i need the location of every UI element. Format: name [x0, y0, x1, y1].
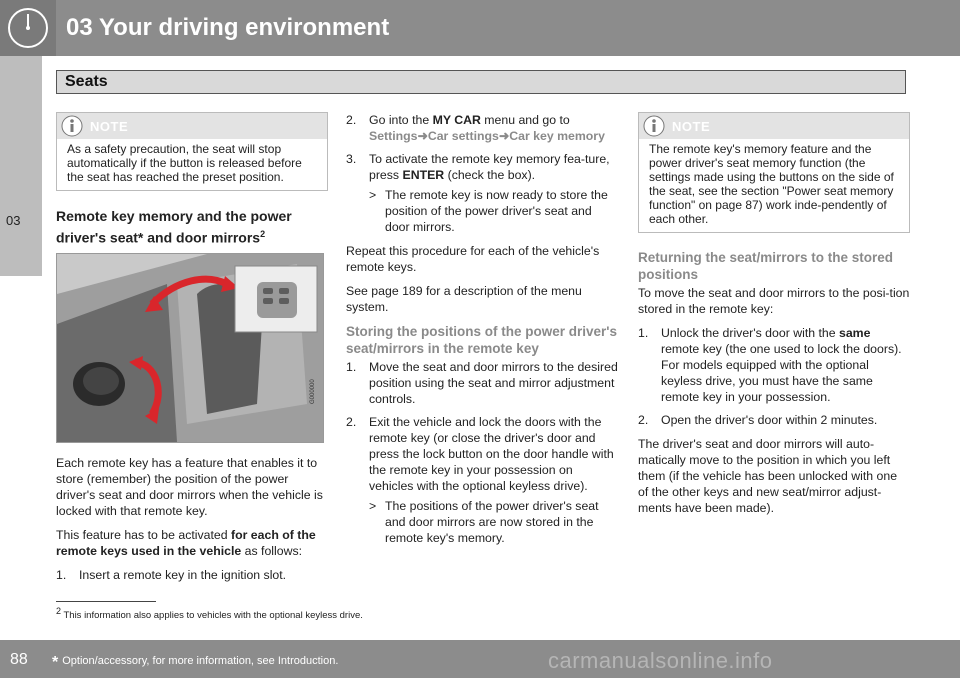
- list-item: [638, 325, 910, 405]
- speedometer-icon: [0, 0, 56, 56]
- text-run: menu and go to: [480, 113, 570, 127]
- asterisk-icon: *: [52, 654, 59, 671]
- note-box: [638, 112, 910, 233]
- paragraph: Repeat this procedure for each of the vehicle's remote keys.: [346, 244, 600, 274]
- option-note-text: Option/accessory, for more information, see Introduction.: [62, 655, 339, 667]
- note-text: The remote key's memory feature and the power driver's seat memory function (the settings made using the buttons on the side of the seat, see the section "Power seat memory function" on page 87) work inde-pendently of each other.: [649, 142, 894, 226]
- note-header: [57, 113, 327, 139]
- option-note: [52, 654, 338, 672]
- subsection-heading: Returning the seat/mirrors to the stored positions: [638, 250, 894, 282]
- step-result: [369, 187, 618, 235]
- note-box: [56, 112, 328, 191]
- section-title: Seats: [65, 73, 108, 90]
- step-number: 1.: [346, 360, 357, 374]
- footnote-number: 2: [56, 606, 62, 616]
- list-item: [56, 567, 328, 583]
- chapter-tab: [0, 56, 42, 276]
- image-code: G000000: [310, 378, 316, 404]
- step-text: Move the seat and door mirrors to the desired position using the seat and mirror adjustment controls.: [369, 360, 618, 406]
- door-mirror-illustration: [56, 253, 324, 443]
- arrow-right-icon: ➜: [498, 129, 510, 143]
- footnote: [56, 606, 363, 621]
- column-right: [638, 112, 910, 524]
- list-item: [346, 151, 618, 235]
- paragraph: See page 189 for a description of the menu system.: [346, 284, 582, 314]
- bold-text: for each of the remote keys used in the vehicle: [56, 527, 316, 558]
- chapter-header: [0, 0, 960, 56]
- result-marker: >: [369, 499, 377, 513]
- note-label: NOTE: [672, 119, 711, 134]
- step-result: [369, 498, 618, 546]
- watermark: carmanualsonline.info: [548, 648, 773, 673]
- list-item: [346, 414, 618, 546]
- footnote-text: This information also applies to vehicles with the optional keyless drive.: [63, 610, 363, 622]
- result-text: The positions of the power driver's seat and door mirrors are now stored in the remote key's memory.: [385, 499, 599, 545]
- step-text: Insert a remote key in the ignition slot.: [79, 567, 287, 582]
- step-number: 2.: [638, 413, 649, 427]
- bold-text: ENTER: [402, 168, 445, 182]
- text-run: (check the box).: [444, 168, 536, 182]
- note-text: As a safety precaution, the seat will stop automatically if the button is released before the seat has reached the preset position.: [67, 142, 302, 184]
- bold-text: same: [839, 326, 871, 340]
- text-run: remote key (the one used to lock the doors). For models equipped with the optional keyless drive, you must have the same remote key in your possession.: [661, 342, 902, 404]
- step-text: Open the driver's door within 2 minutes.: [661, 413, 878, 427]
- text-run: Go into the: [369, 113, 433, 127]
- result-text: The remote key is now ready to store the position of the power driver's seat and door mirrors.: [385, 188, 608, 234]
- chapter-title: 03 Your driving environment: [66, 14, 390, 41]
- step-number: 2.: [346, 113, 357, 127]
- page-number: 88: [10, 651, 28, 668]
- footnote-divider: [56, 601, 156, 602]
- step-number: 3.: [346, 152, 357, 166]
- column-middle: [346, 112, 618, 554]
- info-icon: [61, 115, 83, 141]
- menu-path-item: Car key memory: [509, 129, 605, 143]
- bold-text: MY CAR: [432, 113, 481, 127]
- step-list: [346, 359, 618, 546]
- info-icon: [643, 115, 665, 141]
- section-heading: [56, 207, 328, 247]
- list-item: [346, 112, 618, 144]
- note-label: NOTE: [90, 119, 129, 134]
- step-list: [346, 112, 618, 235]
- menu-path-item: Settings: [369, 129, 418, 143]
- footnote-ref: 2: [260, 229, 266, 239]
- menu-path-item: Car settings: [427, 129, 499, 143]
- result-marker: >: [369, 188, 377, 202]
- page-footer: [0, 640, 960, 678]
- section-heading-text: Remote key memory and the power driver's seat* and door mirrors: [56, 208, 292, 246]
- text-run: To activate the remote key memory fea-ture, press: [369, 152, 610, 182]
- step-number: 1.: [638, 326, 649, 340]
- text-run: as follows:: [241, 543, 303, 558]
- paragraph: Each remote key has a feature that enables it to store (remember) the position of the power driver's seat and door mirrors when the vehicle is locked with that remote key.: [56, 455, 323, 518]
- step-text: Exit the vehicle and lock the doors with the remote key (or close the driver's door and press the lock button on the door handle with the remote key in your possession on vehicles with the optional keyless drive).: [369, 415, 614, 493]
- note-header: [639, 113, 909, 139]
- paragraph: [56, 527, 328, 559]
- chapter-tab-number: 03: [6, 213, 21, 228]
- step-number: 1.: [56, 567, 67, 582]
- step-list: [56, 567, 328, 583]
- text-run: This feature has to be activated: [56, 527, 231, 542]
- list-item: [346, 359, 618, 407]
- column-left: [56, 112, 328, 591]
- arrow-right-icon: ➜: [417, 129, 428, 143]
- paragraph: The driver's seat and door mirrors will auto-matically move to the position in which you left them (if the vehicle has been unlocked with one of the other keys and new seat/mirror adjust-ments have been made).: [638, 437, 898, 515]
- text-run: Unlock the driver's door with the: [661, 326, 839, 340]
- list-item: [638, 412, 910, 428]
- step-list: [638, 325, 910, 428]
- subsection-heading: Storing the positions of the power driver's seat/mirrors in the remote key: [346, 324, 617, 356]
- menu-path: [369, 129, 605, 143]
- section-bar: [56, 70, 906, 94]
- step-number: 2.: [346, 415, 357, 429]
- paragraph: To move the seat and door mirrors to the posi-tion stored in the remote key:: [638, 286, 910, 316]
